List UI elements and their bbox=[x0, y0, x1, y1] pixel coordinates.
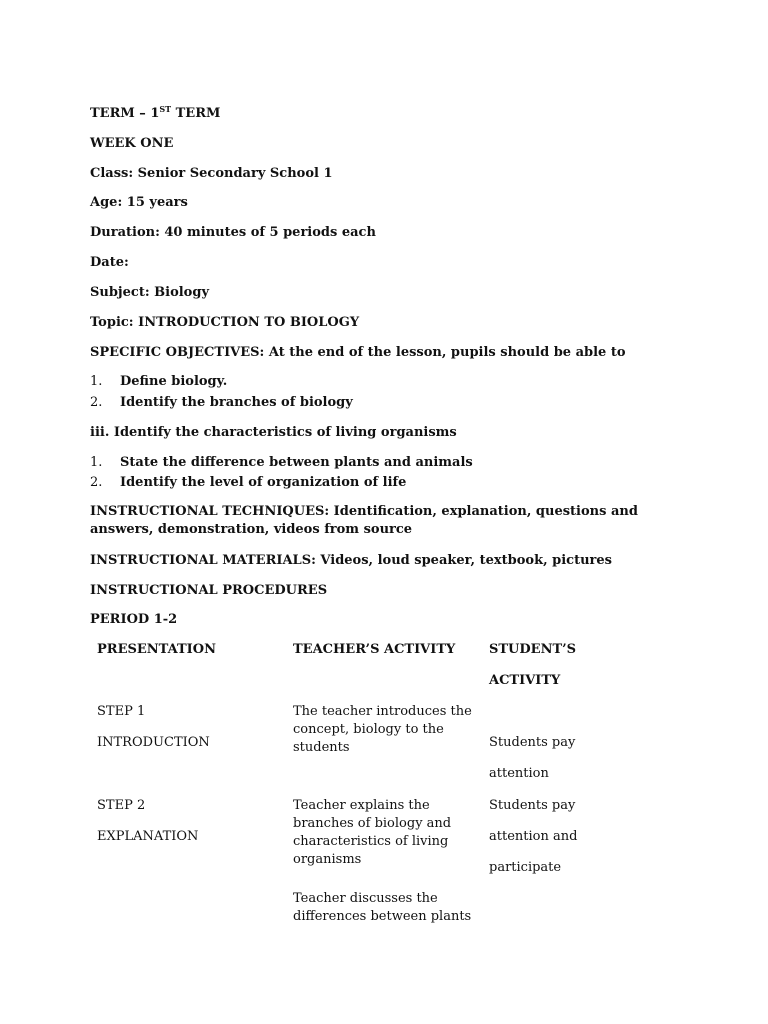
week-heading: WEEK ONE bbox=[90, 136, 174, 151]
list-number: 1. bbox=[90, 455, 103, 470]
step2-student-line-1: Students pay bbox=[489, 798, 576, 813]
list-text: State the difference between plants and animals bbox=[120, 455, 473, 470]
list-text: Identify the level of organization of life bbox=[120, 475, 407, 490]
list-number: 1. bbox=[90, 374, 103, 389]
step1-teacher-activity: The teacher introduces the concept, biology to the students bbox=[293, 704, 472, 755]
header-teacher-activity: TEACHER’S ACTIVITY bbox=[293, 642, 456, 657]
term-heading bbox=[90, 105, 220, 123]
objective-item bbox=[90, 394, 353, 412]
procedures-heading: INSTRUCTIONAL PROCEDURES bbox=[90, 583, 328, 598]
list-number: 2. bbox=[90, 475, 103, 490]
class-line: Class: Senior Secondary School 1 bbox=[90, 166, 333, 181]
age-line: Age: 15 years bbox=[90, 195, 188, 210]
step2-student-line-2: attention and bbox=[489, 829, 578, 844]
header-student-activity-2: ACTIVITY bbox=[489, 673, 561, 688]
step2-student-line-3: participate bbox=[489, 860, 562, 875]
topic-line: Topic: INTRODUCTION TO BIOLOGY bbox=[90, 315, 360, 330]
objective-iii: iii. Identify the characteristics of living organisms bbox=[90, 425, 457, 440]
step1-label: STEP 1 bbox=[97, 704, 146, 719]
term-suffix: TERM bbox=[171, 106, 221, 121]
term-prefix: TERM – 1 bbox=[90, 106, 160, 121]
step1-student-line-1: Students pay bbox=[489, 735, 576, 750]
period-heading: PERIOD 1-2 bbox=[90, 612, 178, 627]
step2-teacher-activity-2: Teacher discusses the differences between plants bbox=[293, 891, 472, 924]
subject-line: Subject: Biology bbox=[90, 285, 209, 300]
step1-name: INTRODUCTION bbox=[97, 735, 210, 750]
objectives-intro: SPECIFIC OBJECTIVES: At the end of the lesson, pupils should be able to bbox=[90, 345, 626, 360]
list-number: 2. bbox=[90, 395, 103, 410]
techniques-line: INSTRUCTIONAL TECHNIQUES: Identification, explanation, questions and answers, demonstration, videos from source bbox=[90, 504, 638, 537]
materials-line: INSTRUCTIONAL MATERIALS: Videos, loud speaker, textbook, pictures bbox=[90, 553, 612, 568]
list-text: Identify the branches of biology bbox=[120, 395, 353, 410]
term-superscript: ST bbox=[159, 104, 172, 114]
step2-name: EXPLANATION bbox=[97, 829, 199, 844]
objective-item bbox=[90, 373, 227, 391]
header-student-activity-1: STUDENT’S bbox=[489, 642, 577, 657]
list-text: Define biology. bbox=[120, 374, 228, 389]
objective-item bbox=[90, 474, 406, 492]
step2-label: STEP 2 bbox=[97, 798, 146, 813]
objective-item bbox=[90, 454, 473, 472]
date-line: Date: bbox=[90, 255, 129, 270]
step2-teacher-activity: Teacher explains the branches of biology and characteristics of living organisms bbox=[293, 798, 452, 867]
header-presentation: PRESENTATION bbox=[97, 642, 216, 657]
step1-student-line-2: attention bbox=[489, 766, 549, 781]
duration-line: Duration: 40 minutes of 5 periods each bbox=[90, 225, 376, 240]
document-page bbox=[90, 0, 690, 1024]
